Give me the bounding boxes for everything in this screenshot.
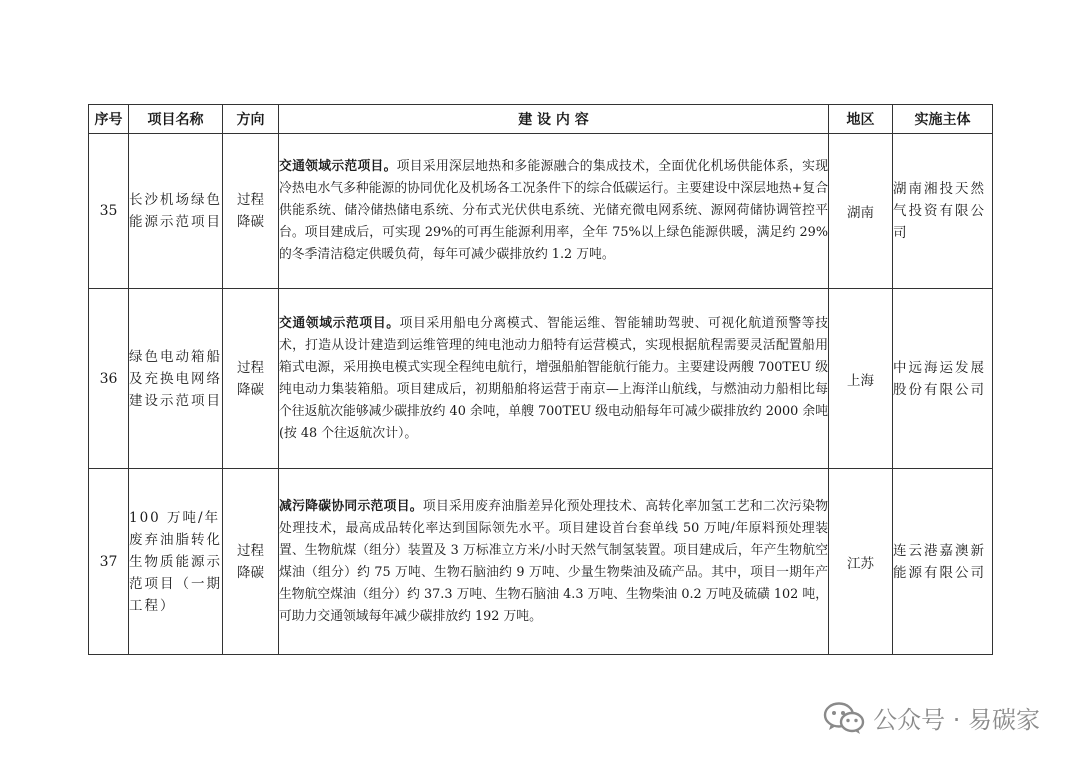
- row-entity: 湖南湘投天然气投资有限公司: [893, 134, 993, 289]
- row-direction: [223, 469, 279, 655]
- row-index: 37: [89, 469, 129, 655]
- direction-text: 过程降碳: [237, 192, 264, 230]
- header-index: 序号: [89, 105, 129, 134]
- watermark: [823, 700, 1040, 735]
- table-header-row: [89, 105, 993, 134]
- header-direction: 方向: [223, 105, 279, 134]
- row-content: [279, 134, 829, 289]
- content-body: 项目采用深层地热和多能源融合的集成技术，全面优化机场供能体系，实现冷热电水气多种能源的协同优化及机场各工况条件下的综合低碳运行。主要建设中深层地热+复合供能系统、储冷储热储电系统、分布式光伏供电系统、光储充微电网系统、源网荷储协调管控平台。项目建成后，可实现 29%的可再生能源利用率，全年 75%以上绿色能源供暖，满足约 29%的冬季清洁稳定供暖负荷，每年可减少碳排放约 1.2 万吨。: [279, 159, 828, 262]
- row-direction: [223, 289, 279, 469]
- table-row: [89, 134, 993, 289]
- row-index: 35: [89, 134, 129, 289]
- content-lead: 交通领域示范项目。: [279, 315, 400, 331]
- direction-text: 过程降碳: [237, 359, 264, 398]
- row-project-name: 100 万吨/年废弃油脂转化生物质能源示范项目（一期工程）: [129, 469, 223, 655]
- watermark-text: 公众号 · 易碳家: [873, 706, 1040, 734]
- row-region: 上海: [829, 289, 893, 469]
- header-region: 地区: [829, 105, 893, 134]
- project-table: [88, 104, 993, 655]
- table-row: [89, 469, 993, 655]
- content-lead: 交通领域示范项目。: [279, 159, 397, 174]
- table-row: [89, 289, 993, 469]
- row-project-name: 长沙机场绿色能源示范项目: [129, 134, 223, 289]
- content-lead: 减污降碳协同示范项目。: [279, 498, 423, 514]
- header-content: 建 设 内 容: [279, 105, 829, 134]
- header-entity: 实施主体: [893, 105, 993, 134]
- content-body: 项目采用船电分离模式、智能运维、智能辅助驾驶、可视化航道预警等技术，打造从设计建造到运维管理的纯电池动力船特有运营模式，实现根据航程需要灵活配置船用箱式电源，采用换电模式实现全程纯电航行，增强船舶智能航行能力。主要建设两艘 700TEU 级纯电动力集装箱船。项目建成后，初期船舶将运营于南京—上海洋山航线，与燃油动力船相比每个往返航次能够减少碳排放约 40 余吨，单艘 700TEU 级电动船每年可减少碳排放约 2000 余吨(按 48 个往返航次计）。: [279, 315, 829, 441]
- header-name: 项目名称: [129, 105, 223, 134]
- row-content: [279, 289, 829, 469]
- direction-text: 过程降碳: [237, 542, 264, 581]
- wechat-icon: [823, 701, 865, 735]
- row-index: 36: [89, 289, 129, 469]
- row-entity: 连云港嘉澳新能源有限公司: [893, 469, 993, 655]
- row-project-name: 绿色电动箱船及充换电网络建设示范项目: [129, 289, 223, 469]
- row-direction: [223, 134, 279, 289]
- row-entity: 中远海运发展股份有限公司: [893, 289, 993, 469]
- content-body: 项目采用废弃油脂差异化预处理技术、高转化率加氢工艺和二次污染物处理技术，最高成品转化率达到国际领先水平。项目建设首台套单线 50 万吨/年原料预处理装置、生物航煤（组分）装置及 3 万标准立方米/小时天然气制氢装置。项目建成后，年产生物航空煤油（组分）约 75 万吨、生物石脑油约 9 万吨、少量生物柴油及硫产品。其中，项目一期年产生物航空煤油（组分）约 37.3 万吨、生物石脑油 4.3 万吨、生物柴油 0.2 万吨及硫磺 102 吨，可助力交通领域每年减少碳排放约 192 万吨。: [279, 498, 828, 624]
- row-content: [279, 469, 829, 655]
- row-region: 江苏: [829, 469, 893, 655]
- row-region: 湖南: [829, 134, 893, 289]
